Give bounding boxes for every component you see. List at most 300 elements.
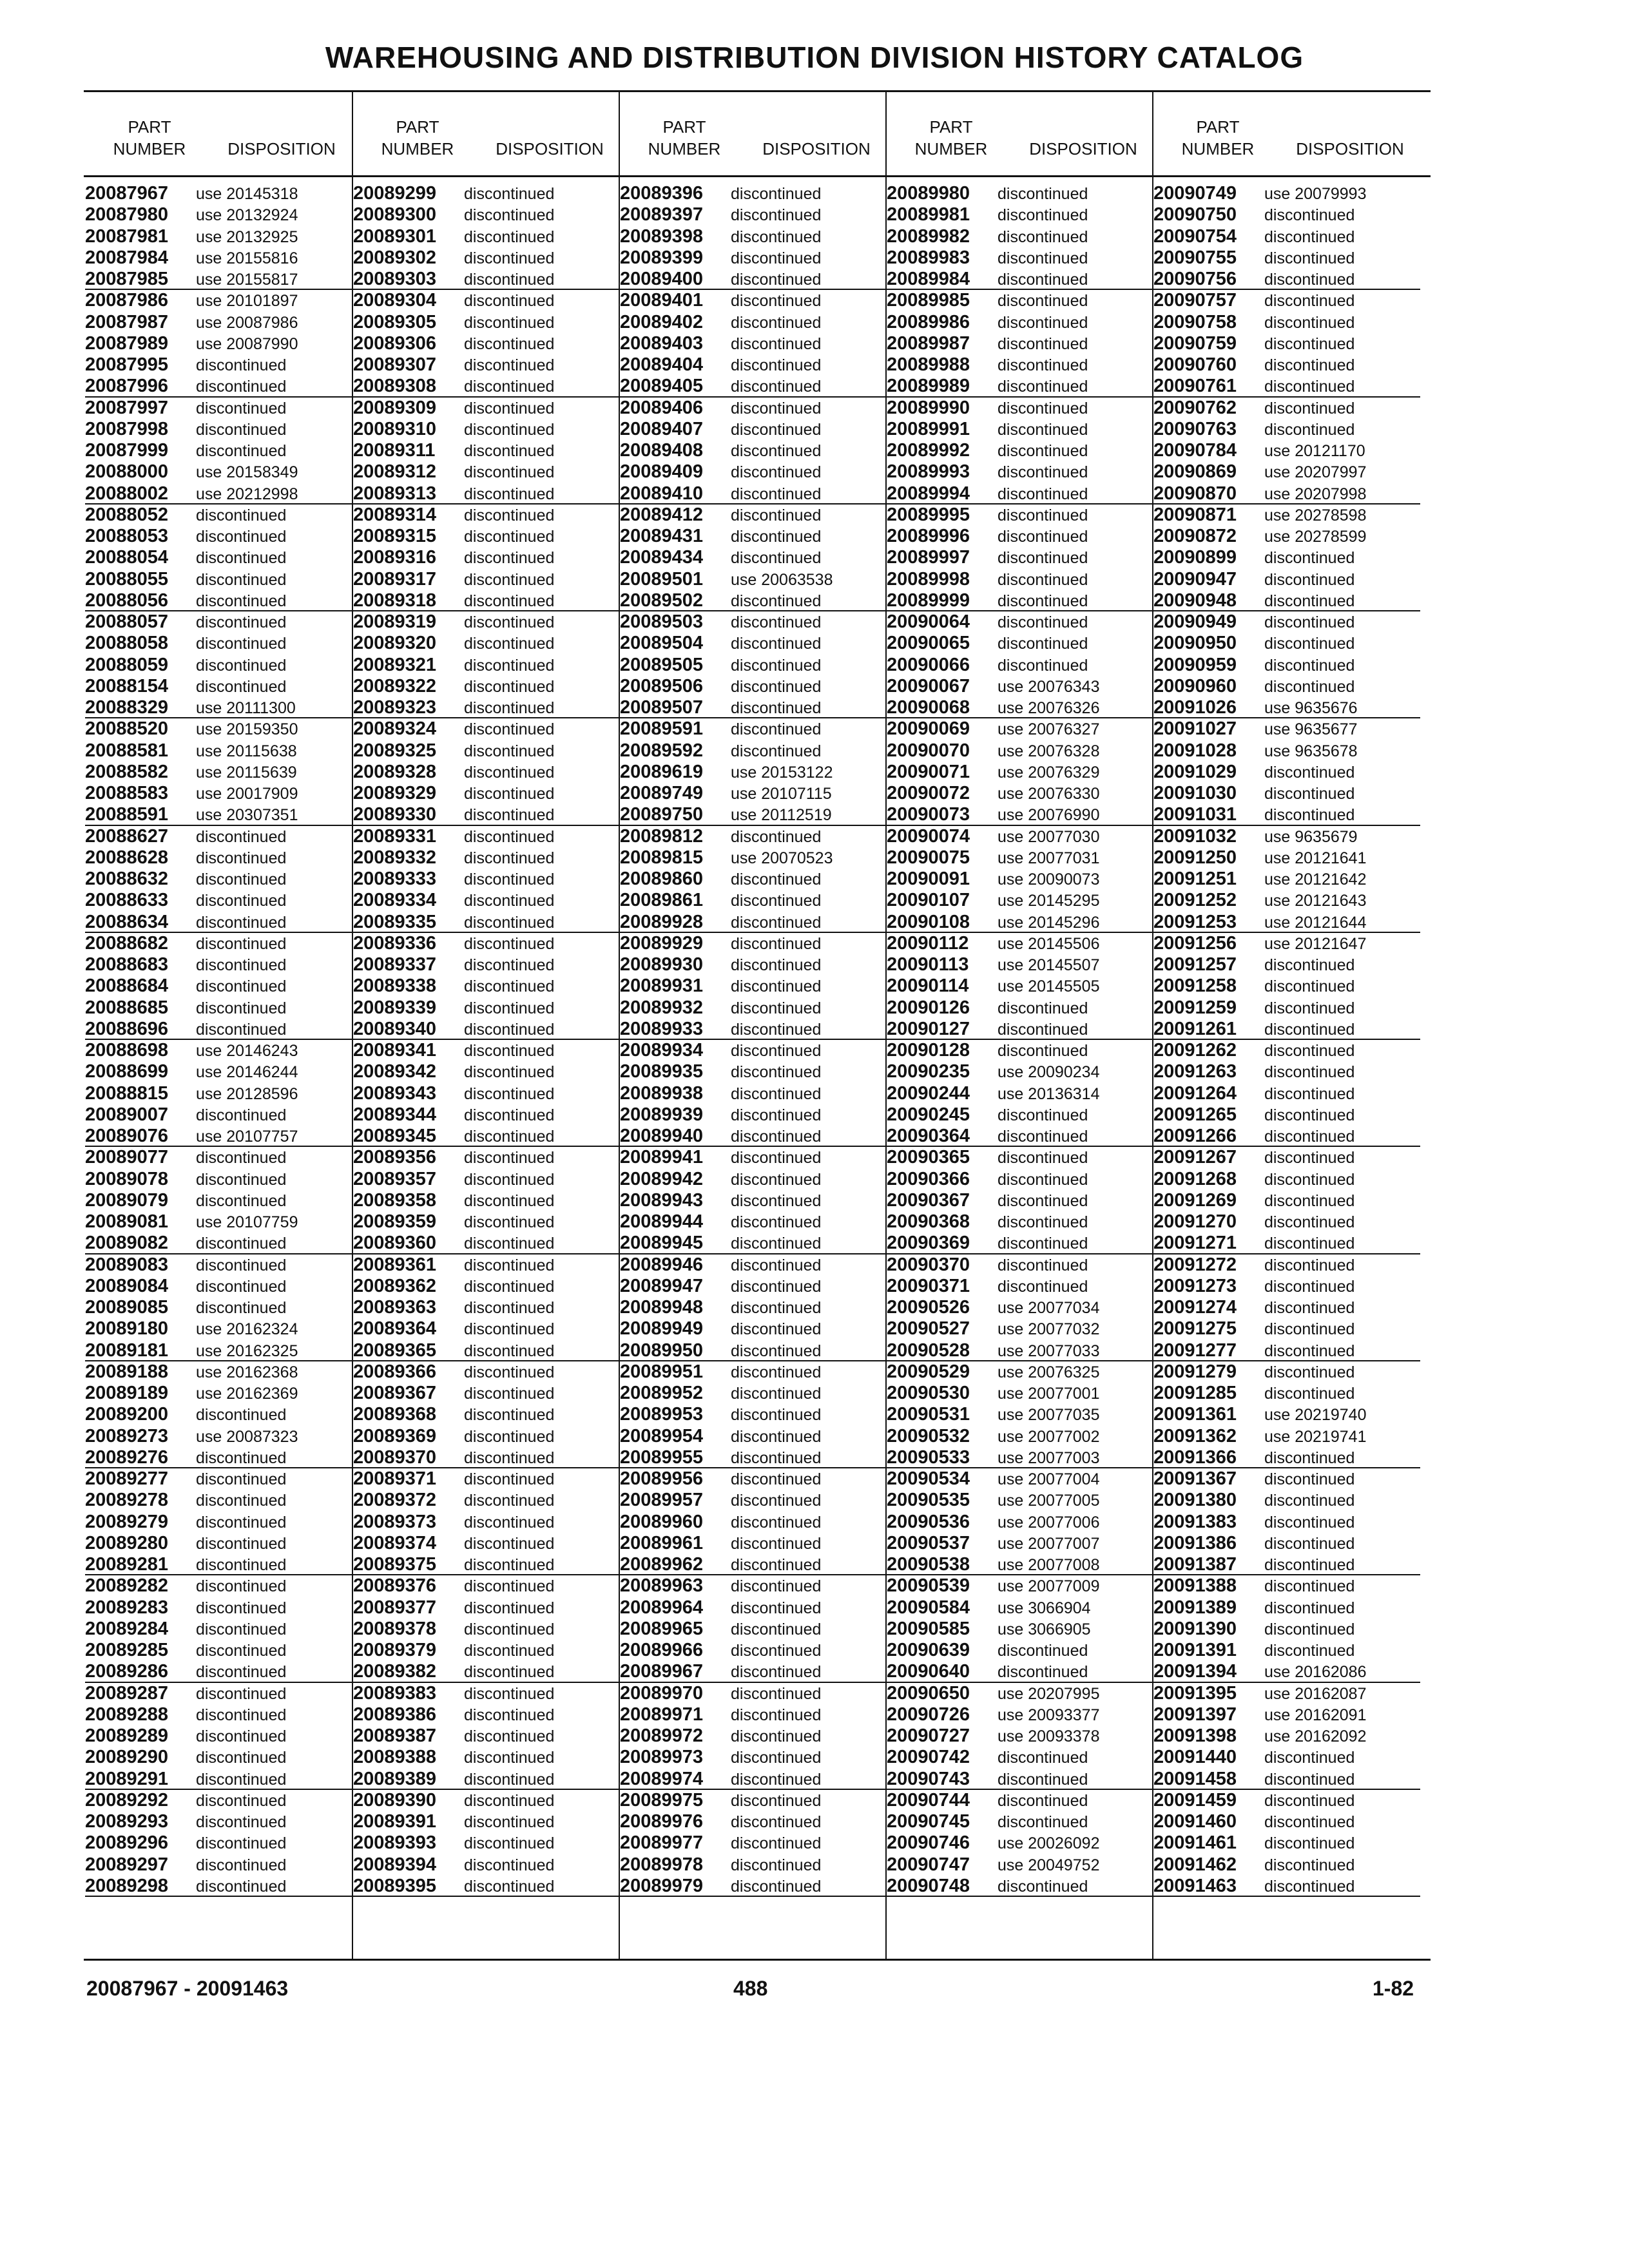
disposition: discontinued [196, 1791, 287, 1810]
part-number: 20090750 [1153, 204, 1237, 226]
part-number: 20089328 [353, 761, 437, 782]
catalog-entry [1153, 247, 1420, 269]
disposition: use 20207995 [998, 1684, 1100, 1703]
disposition: discontinued [731, 699, 822, 717]
catalog-entry [353, 1619, 620, 1640]
disposition: discontinued [464, 999, 555, 1017]
part-number: 20090584 [887, 1597, 970, 1618]
part-number: 20089323 [353, 697, 437, 718]
part-number: 20091391 [1153, 1640, 1237, 1660]
part-number: 20089394 [353, 1854, 437, 1875]
catalog-entry [85, 1640, 352, 1661]
disposition: discontinued [196, 999, 287, 1017]
part-number: 20089339 [353, 997, 437, 1018]
disposition: use 20145505 [998, 977, 1100, 996]
part-number: 20089329 [353, 783, 437, 803]
part-number: 20089970 [620, 1682, 704, 1704]
part-number: 20090371 [887, 1275, 970, 1296]
catalog-entry [620, 1233, 887, 1254]
disposition: discontinued [1264, 977, 1355, 996]
disposition: discontinued [196, 399, 287, 418]
part-label: PART [396, 117, 439, 137]
disposition: discontinued [1264, 399, 1355, 418]
disposition: discontinued [196, 892, 287, 910]
part-number: 20090760 [1153, 354, 1237, 375]
disposition: discontinued [998, 1791, 1088, 1810]
disposition: discontinued [1264, 1128, 1355, 1146]
catalog-entry [85, 1790, 352, 1811]
part-number: 20089943 [620, 1189, 704, 1211]
disposition: use 20146243 [196, 1042, 298, 1060]
catalog-entry [353, 547, 620, 568]
part-number: 20089995 [887, 504, 970, 525]
part-number: 20090128 [887, 1040, 970, 1061]
disposition: discontinued [1264, 1170, 1355, 1189]
catalog-entry [1153, 1597, 1420, 1619]
disposition: discontinued [731, 1599, 822, 1617]
disposition: use 20076325 [998, 1363, 1100, 1381]
disposition: discontinued [731, 1213, 822, 1231]
catalog-entry [620, 1426, 887, 1447]
section-number: 1-82 [1373, 1977, 1414, 2000]
catalog-entry [85, 1533, 352, 1554]
catalog-entry [353, 290, 620, 311]
part-number: 20089945 [620, 1233, 704, 1254]
catalog-entry [353, 676, 620, 697]
part-number: 20091390 [1153, 1618, 1237, 1639]
disposition: discontinued [731, 185, 822, 203]
catalog-entry [353, 697, 620, 718]
catalog-entry [85, 655, 352, 676]
part-number: 20091251 [1153, 869, 1237, 889]
part-number: 20090749 [1153, 183, 1237, 204]
part-number: 20089994 [887, 483, 970, 504]
catalog-entry [353, 1297, 620, 1318]
part-number: 20089291 [85, 1768, 169, 1789]
catalog-entry [1153, 354, 1420, 376]
part-number: 20089374 [353, 1532, 437, 1553]
part-number: 20089358 [353, 1189, 437, 1211]
disposition: discontinued [196, 1020, 287, 1039]
part-number: 20091458 [1153, 1768, 1237, 1789]
catalog-entry [353, 1704, 620, 1725]
part-number: 20089861 [620, 890, 704, 911]
catalog-entry [353, 1533, 620, 1554]
catalog-entry [85, 1832, 352, 1854]
catalog-entry [620, 847, 887, 869]
catalog-entry [620, 1318, 887, 1340]
part-number: 20088058 [85, 633, 169, 654]
part-number: 20089965 [620, 1618, 704, 1639]
disposition: discontinued [196, 1277, 287, 1296]
catalog-entry [887, 1383, 1153, 1404]
catalog-entry [620, 826, 887, 847]
part-number: 20090761 [1153, 376, 1237, 397]
part-number: 20089860 [620, 869, 704, 889]
catalog-entry [85, 783, 352, 804]
part-number: 20089188 [85, 1361, 169, 1382]
disposition: use 20278599 [1264, 528, 1367, 546]
header-rule [84, 175, 1431, 177]
part-number: 20091387 [1153, 1554, 1237, 1575]
disposition: discontinued [464, 1256, 555, 1274]
disposition: discontinued [464, 827, 555, 846]
part-number: 20090108 [887, 911, 970, 932]
catalog-entry [353, 1512, 620, 1533]
catalog-entry [887, 269, 1153, 290]
catalog-entry [620, 333, 887, 354]
disposition: use 9635677 [1264, 720, 1358, 739]
catalog-entry [887, 1597, 1153, 1619]
catalog-entry [85, 1575, 352, 1597]
catalog-entry [1153, 1683, 1420, 1704]
part-number: 20089997 [887, 547, 970, 568]
disposition: discontinued [998, 356, 1088, 374]
catalog-entry [353, 1747, 620, 1768]
disposition: discontinued [998, 591, 1088, 610]
part-number: 20089280 [85, 1532, 169, 1553]
disposition: discontinued [196, 827, 287, 846]
disposition: discontinued [1264, 956, 1355, 974]
catalog-entry [620, 954, 887, 975]
catalog-entry [353, 1790, 620, 1811]
disposition-header: DISPOSITION [762, 139, 871, 159]
catalog-entry [353, 869, 620, 890]
catalog-entry [887, 1190, 1153, 1211]
catalog-entry [887, 847, 1153, 869]
catalog-entry [887, 1769, 1153, 1790]
catalog-entry [1153, 333, 1420, 354]
catalog-entry [1153, 1640, 1420, 1661]
part-number: 20088696 [85, 1018, 169, 1039]
disposition: discontinued [1264, 613, 1355, 631]
part-range: 20087967 - 20091463 [86, 1977, 289, 2000]
catalog-entry [887, 933, 1153, 954]
catalog-entry [887, 912, 1153, 933]
part-number: 20090244 [887, 1082, 970, 1104]
catalog-entry [1153, 1426, 1420, 1447]
part-number: 20090064 [887, 611, 970, 632]
catalog-entry [85, 1512, 352, 1533]
part-number: 20089308 [353, 376, 437, 397]
disposition: discontinued [998, 1149, 1088, 1168]
catalog-entry [620, 1725, 887, 1747]
number-label: NUMBER [113, 139, 186, 159]
part-number: 20089501 [620, 568, 704, 590]
part-number: 20089318 [353, 590, 437, 611]
catalog-entry [620, 1661, 887, 1682]
catalog-entry [85, 1211, 352, 1233]
disposition: discontinued [464, 313, 555, 332]
part-number: 20089378 [353, 1618, 437, 1639]
disposition: discontinued [196, 1470, 287, 1488]
disposition: discontinued [464, 1128, 555, 1146]
disposition: discontinued [731, 677, 822, 696]
disposition: discontinued [1264, 1149, 1355, 1168]
catalog-entry [85, 1019, 352, 1040]
disposition: discontinued [731, 1191, 822, 1210]
catalog-entry [620, 933, 887, 954]
part-number: 20089293 [85, 1811, 169, 1832]
part-number: 20089948 [620, 1297, 704, 1318]
catalog-entry [620, 569, 887, 590]
part-number: 20089314 [353, 504, 437, 525]
catalog-entry [620, 1832, 887, 1854]
disposition: discontinued [731, 485, 822, 503]
disposition: discontinued [731, 977, 822, 996]
part-number: 20089407 [620, 418, 704, 439]
disposition: discontinued [196, 1406, 287, 1425]
disposition: discontinued [464, 1749, 555, 1767]
part-number: 20089938 [620, 1082, 704, 1104]
catalog-entry [85, 226, 352, 247]
part-number: 20090745 [887, 1811, 970, 1832]
disposition: discontinued [464, 1663, 555, 1682]
disposition: discontinued [196, 506, 287, 524]
disposition: discontinued [1264, 1363, 1355, 1381]
part-label: PART [929, 117, 973, 137]
disposition: discontinued [464, 1363, 555, 1381]
part-number: 20089507 [620, 697, 704, 718]
part-number: 20089078 [85, 1168, 169, 1189]
catalog-entry [85, 975, 352, 997]
catalog-entry [353, 762, 620, 783]
catalog-entry [1153, 1468, 1420, 1490]
catalog-entry [85, 676, 352, 697]
part-number: 20091271 [1153, 1233, 1237, 1254]
catalog-entry [620, 547, 887, 568]
disposition: discontinued [731, 1235, 822, 1253]
disposition: discontinued [196, 1770, 287, 1789]
catalog-entry [353, 1361, 620, 1383]
part-number: 20090959 [1153, 654, 1237, 675]
disposition: use 20121647 [1264, 934, 1367, 953]
disposition: discontinued [998, 1749, 1088, 1767]
part-number: 20089935 [620, 1061, 704, 1082]
part-label: PART [128, 117, 171, 137]
part-number: 20089502 [620, 590, 704, 611]
part-number: 20087998 [85, 418, 169, 439]
disposition: discontinued [731, 1749, 822, 1767]
catalog-entry [85, 398, 352, 419]
part-number: 20089953 [620, 1404, 704, 1425]
part-number: 20089331 [353, 825, 437, 847]
number-label: NUMBER [1181, 139, 1255, 159]
part-number: 20091388 [1153, 1575, 1237, 1597]
part-number: 20089389 [353, 1768, 437, 1789]
disposition: discontinued [1264, 656, 1355, 675]
part-number: 20089505 [620, 654, 704, 675]
disposition: discontinued [464, 1042, 555, 1060]
catalog-entry [887, 226, 1153, 247]
catalog-entry [353, 1683, 620, 1704]
catalog-entry [887, 718, 1153, 740]
disposition: discontinued [196, 1235, 287, 1253]
catalog-entry [353, 1554, 620, 1575]
catalog-entry [887, 975, 1153, 997]
catalog-entry [1153, 655, 1420, 676]
part-number: 20091257 [1153, 954, 1237, 975]
catalog-entry [353, 954, 620, 975]
part-number: 20089312 [353, 461, 437, 483]
catalog-entry [620, 869, 887, 890]
catalog-entry [620, 183, 887, 204]
part-number: 20089932 [620, 997, 704, 1018]
part-number: 20091262 [1153, 1040, 1237, 1061]
part-number: 20089371 [353, 1468, 437, 1489]
part-number: 20089343 [353, 1082, 437, 1104]
disposition: discontinued [1264, 1534, 1355, 1553]
part-number: 20090112 [887, 932, 969, 954]
part-number: 20088053 [85, 526, 169, 546]
catalog-entry [620, 1126, 887, 1147]
part-number: 20090639 [887, 1640, 970, 1660]
catalog-entry [887, 1468, 1153, 1490]
catalog-entry [353, 1383, 620, 1404]
part-number: 20089985 [887, 290, 970, 311]
catalog-entry [1153, 1747, 1420, 1768]
part-number: 20090245 [887, 1104, 970, 1125]
part-number: 20089309 [353, 397, 437, 418]
catalog-entry [887, 1104, 1153, 1126]
disposition: discontinued [998, 442, 1088, 460]
catalog-entry [620, 1575, 887, 1597]
part-number: 20089379 [353, 1640, 437, 1660]
disposition: discontinued [998, 463, 1088, 482]
disposition: discontinued [731, 506, 822, 524]
catalog-entry [887, 804, 1153, 825]
number-label: NUMBER [381, 139, 454, 159]
part-number: 20088054 [85, 547, 169, 568]
part-number: 20091462 [1153, 1854, 1237, 1875]
disposition: discontinued [196, 1299, 287, 1317]
part-number: 20089376 [353, 1575, 437, 1597]
disposition: use 20076343 [998, 677, 1100, 696]
disposition: discontinued [196, 1492, 287, 1510]
part-number: 20090762 [1153, 397, 1237, 418]
part-number: 20089974 [620, 1768, 704, 1789]
part-number: 20091362 [1153, 1425, 1237, 1446]
catalog-entry [353, 1019, 620, 1040]
disposition: use 20128596 [196, 1084, 298, 1103]
part-number: 20088699 [85, 1061, 169, 1082]
disposition: discontinued [731, 656, 822, 675]
part-number: 20088154 [85, 675, 169, 697]
part-number: 20089980 [887, 183, 970, 204]
catalog-entry [887, 483, 1153, 505]
catalog-entry [887, 1533, 1153, 1554]
disposition: discontinued [731, 591, 822, 610]
catalog-entry [887, 997, 1153, 1019]
disposition: discontinued [464, 1513, 555, 1532]
catalog-entry [353, 633, 620, 654]
part-number: 20091028 [1153, 740, 1237, 761]
catalog-entry [85, 1404, 352, 1425]
catalog-entry [620, 1876, 887, 1897]
catalog-entry [887, 954, 1153, 975]
part-number: 20089991 [887, 418, 970, 439]
disposition: discontinued [1264, 1770, 1355, 1789]
catalog-entry [353, 1426, 620, 1447]
disposition: use 20026092 [998, 1834, 1100, 1853]
catalog-entry [887, 333, 1153, 354]
catalog-entry [85, 1854, 352, 1876]
disposition: discontinued [464, 185, 555, 203]
disposition: discontinued [731, 1149, 822, 1168]
disposition: discontinued [731, 528, 822, 546]
catalog-entry [620, 1361, 887, 1383]
disposition: discontinued [998, 570, 1088, 589]
part-number: 20088684 [85, 975, 169, 997]
part-number: 20089334 [353, 890, 437, 911]
part-number: 20091380 [1153, 1490, 1237, 1511]
part-number: 20087989 [85, 332, 169, 354]
part-number: 20089338 [353, 975, 437, 997]
part-number: 20090127 [887, 1018, 970, 1039]
disposition: discontinued [731, 1256, 822, 1274]
catalog-entry [887, 1169, 1153, 1190]
part-number: 20089083 [85, 1254, 169, 1275]
catalog-entry [620, 312, 887, 333]
part-number: 20091398 [1153, 1725, 1237, 1746]
catalog-entry [1153, 1361, 1420, 1383]
disposition: discontinued [731, 1663, 822, 1682]
part-number: 20089304 [353, 290, 437, 311]
disposition: discontinued [464, 806, 555, 825]
disposition: use 20076327 [998, 720, 1100, 739]
part-number: 20090528 [887, 1340, 970, 1361]
part-number: 20089085 [85, 1297, 169, 1318]
disposition: use 20162325 [196, 1341, 298, 1360]
catalog-entry [1153, 1254, 1420, 1276]
part-number: 20088520 [85, 718, 169, 740]
part-number: 20090747 [887, 1854, 970, 1875]
catalog-entry [1153, 1276, 1420, 1297]
disposition: discontinued [731, 1856, 822, 1874]
catalog-entry [620, 1147, 887, 1168]
catalog-entry [887, 1147, 1153, 1168]
disposition: discontinued [731, 1063, 822, 1082]
catalog-entry [1153, 1876, 1420, 1897]
disposition: use 20077004 [998, 1470, 1100, 1488]
disposition: discontinued [1264, 313, 1355, 332]
part-number: 20089412 [620, 504, 704, 525]
disposition: use 20077005 [998, 1492, 1100, 1510]
catalog-entry [353, 1811, 620, 1832]
disposition: discontinued [731, 1727, 822, 1745]
catalog-entry [887, 1512, 1153, 1533]
part-number: 20090066 [887, 654, 970, 675]
part-number: 20089297 [85, 1854, 169, 1875]
part-number: 20089296 [85, 1832, 169, 1854]
disposition: use 20017909 [196, 785, 298, 803]
disposition: use 20077002 [998, 1427, 1100, 1446]
catalog-entry [353, 1832, 620, 1854]
disposition: use 20121641 [1264, 849, 1367, 867]
part-number: 20089956 [620, 1468, 704, 1489]
disposition: use 20159350 [196, 720, 298, 739]
disposition: discontinued [196, 1577, 287, 1596]
catalog-entry [1153, 697, 1420, 718]
catalog-entry [1153, 1383, 1420, 1404]
catalog-entry [620, 461, 887, 483]
part-number: 20089325 [353, 740, 437, 761]
catalog-entry [85, 569, 352, 590]
disposition: use 20307351 [196, 806, 298, 825]
catalog-entry [353, 1276, 620, 1297]
disposition: discontinued [731, 1642, 822, 1660]
part-number: 20090065 [887, 633, 970, 654]
